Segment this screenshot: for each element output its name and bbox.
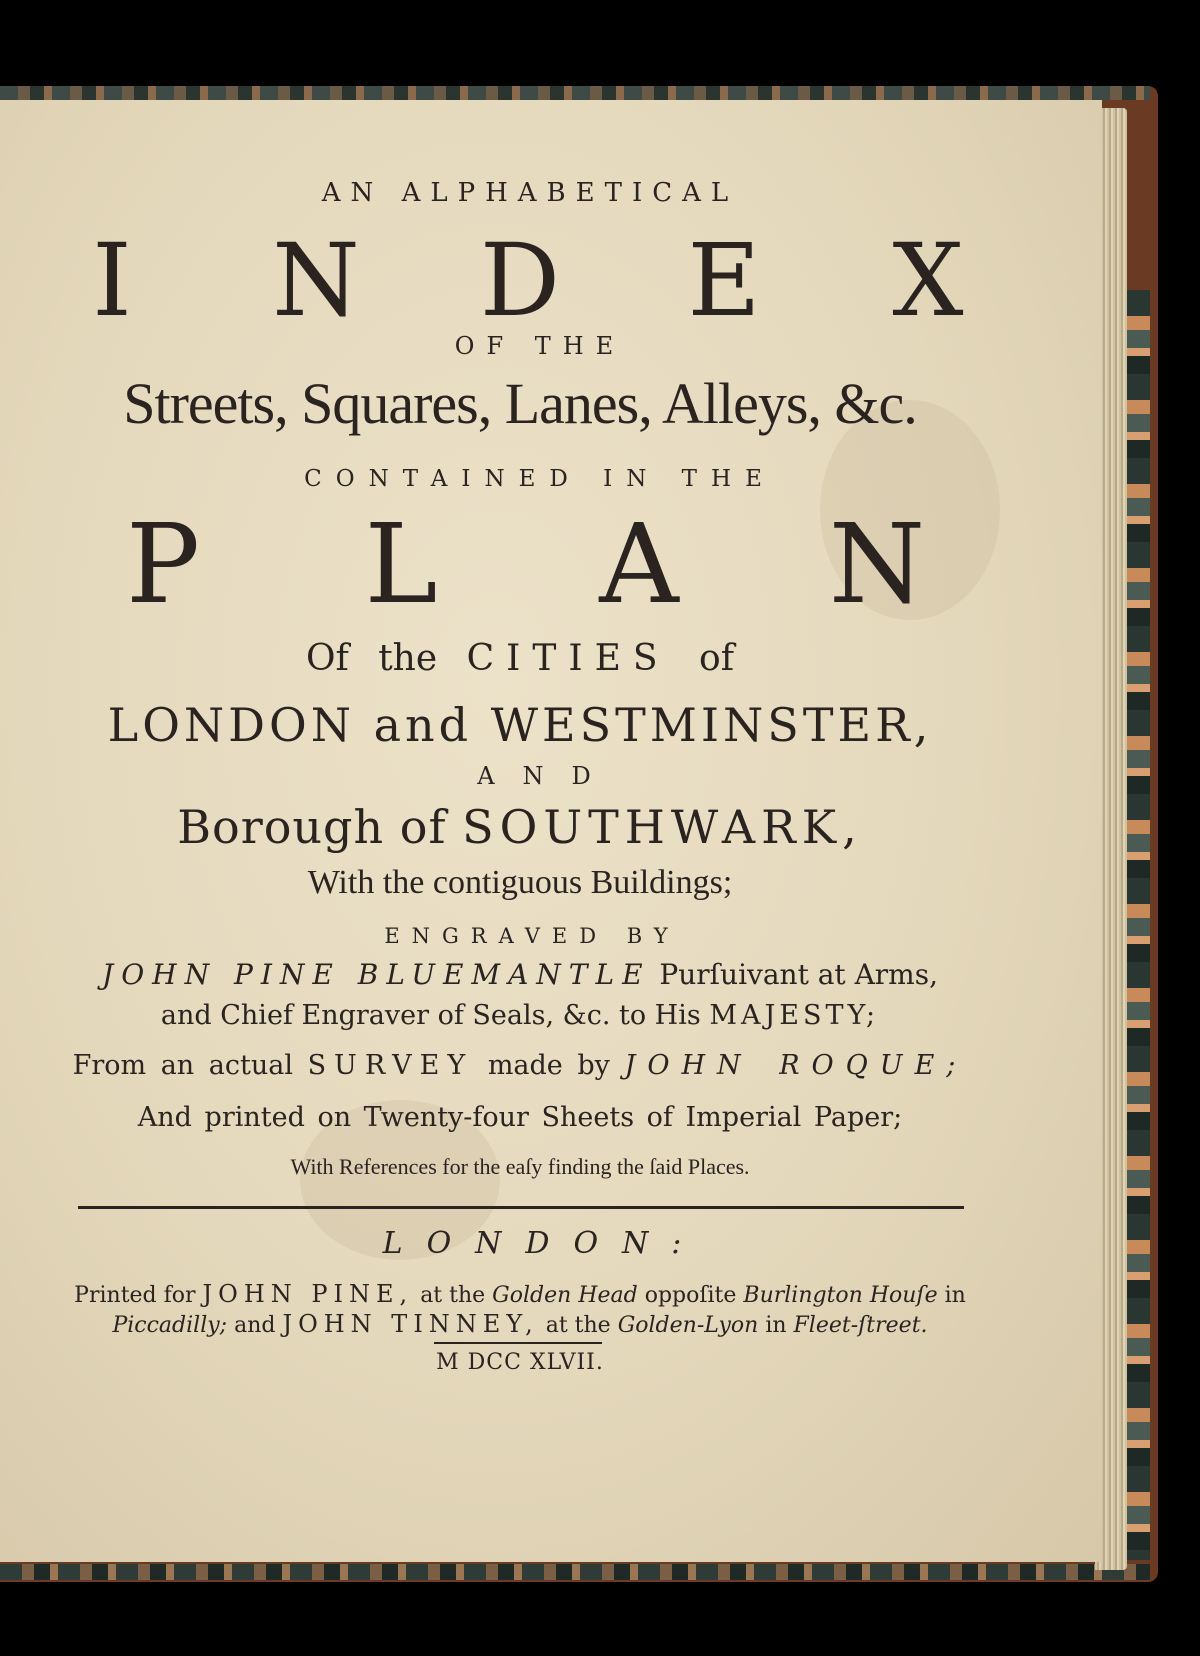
index-letter: N — [272, 222, 360, 339]
title-line-alphabetical: AN ALPHABETICAL — [321, 178, 739, 208]
index-letter: X — [892, 222, 964, 339]
text-segment: at the — [420, 1283, 486, 1308]
marbled-edge-bottom — [0, 1564, 1150, 1580]
text-segment: Printed for — [74, 1283, 196, 1308]
text-segment: SURVEY — [307, 1050, 474, 1081]
date-rule — [434, 1342, 602, 1344]
text-segment: Fleet-ſtreet. — [793, 1313, 928, 1338]
plan-letter: P — [125, 500, 200, 628]
title-page — [0, 100, 1102, 1562]
text-segment: JOHN PINE, — [202, 1280, 414, 1308]
text-segment: CITIES — [466, 638, 670, 679]
title-line-southwark — [0, 800, 1040, 854]
index-letter: E — [687, 222, 761, 339]
text-segment: MAJESTY; — [709, 1000, 880, 1031]
text-segment: in — [944, 1283, 966, 1308]
imprint-line-1 — [0, 1280, 1040, 1308]
title-line-london-westminster: LONDON and WESTMINSTER, — [107, 698, 933, 752]
plan-letter: A — [599, 500, 679, 628]
plan-letter: L — [364, 500, 438, 628]
text-segment: Golden-Lyon — [617, 1313, 759, 1338]
text-segment: made by — [487, 1050, 610, 1081]
title-line-contained: CONTAINED IN THE — [304, 466, 776, 492]
index-letter: I — [92, 222, 132, 339]
text-segment: and Chief Engraver of Seals, &c. to His — [160, 1000, 701, 1031]
imprint-line-2 — [0, 1310, 1040, 1338]
title-index — [0, 222, 1040, 339]
text-segment: JOHN ROQUE; — [624, 1050, 968, 1081]
text-segment: and — [234, 1313, 276, 1338]
title-line-engraver — [0, 958, 1040, 991]
title-line-streets: Streets, Squares, Lanes, Alleys, &c. — [123, 371, 917, 436]
title-line-buildings: With the contiguous Buildings; — [307, 864, 733, 901]
title-line-references: With References for the eaſy finding the ſaid Places. — [290, 1154, 750, 1179]
text-segment: Piccadilly; — [112, 1313, 228, 1338]
title-plan — [0, 500, 1040, 628]
text-segment: Golden Head — [492, 1283, 638, 1308]
plan-letter: N — [828, 500, 926, 628]
text-segment: From an actual — [72, 1050, 293, 1081]
title-line-cities — [0, 638, 1040, 679]
marbled-edge-top — [0, 86, 1150, 100]
text-segment: JOHN PINE BLUEMANTLE — [102, 958, 651, 991]
divider-rule — [78, 1206, 964, 1209]
title-line-chief-engraver — [0, 1000, 1040, 1031]
text-segment: JOHN TINNEY, — [282, 1310, 539, 1338]
text-segment: Of the — [305, 638, 438, 679]
title-line-of-the: OF THE — [454, 332, 626, 360]
title-line-sheets: And printed on Twenty-four Sheets of Imperial Paper; — [137, 1102, 903, 1133]
text-segment: Burlington Houſe — [743, 1283, 938, 1308]
title-line-engraved-by: ENGRAVED BY — [384, 924, 680, 948]
imprint-date: M DCC XLVII. — [436, 1350, 604, 1375]
imprint-place: LONDON: — [382, 1226, 706, 1261]
text-segment: at the — [545, 1313, 611, 1338]
title-line-and: AND — [477, 762, 619, 790]
text-segment: in — [765, 1313, 787, 1338]
index-letter: D — [479, 222, 561, 339]
text-segment: Purſuivant at Arms, — [659, 958, 938, 991]
title-line-survey — [0, 1050, 1040, 1081]
text-segment: SOUTHWARK, — [462, 800, 863, 854]
text-segment: Borough of — [177, 800, 447, 854]
text-segment: oppoſite — [644, 1283, 737, 1308]
text-segment: of — [699, 638, 735, 679]
